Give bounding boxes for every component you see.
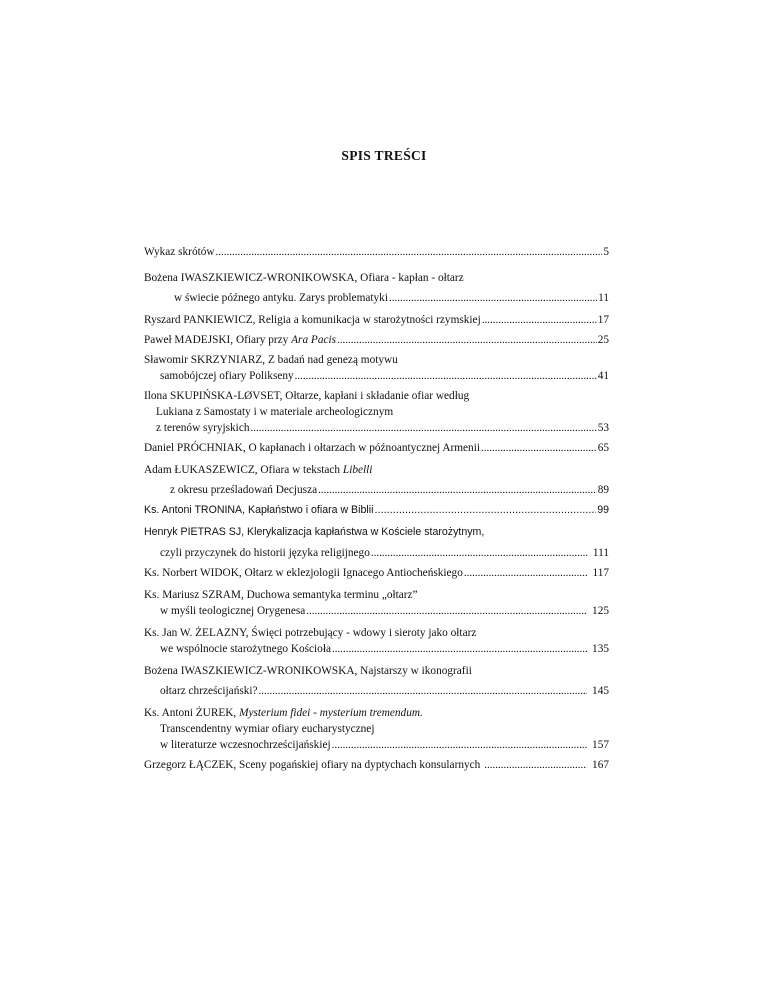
toc-entry-text: Ks. Antoni ŻUREK, xyxy=(144,707,240,719)
toc-entry-text: w literaturze wczesnochrześcijańskiej xyxy=(160,739,331,751)
toc-entry-text: Ks. Mariusz SZRAM, Duchowa semantyka terminu „ołtarz” xyxy=(144,589,418,601)
toc-entry xyxy=(144,440,609,456)
toc-entry-text: Ryszard PANKIEWICZ, Religia a komunikacja w starożytności rzymskiej xyxy=(144,314,481,326)
toc-entry-text: Adam ŁUKASZEWICZ, Ofiara w tekstach xyxy=(144,464,343,476)
leader-dots xyxy=(484,757,587,773)
leader-dots xyxy=(295,368,597,384)
toc-entry xyxy=(144,352,609,384)
toc-page-number: 89 xyxy=(597,484,609,496)
toc-entry-text: we wspólnocie starożytnego Kościoła xyxy=(160,643,331,655)
leader-dots xyxy=(464,565,588,581)
toc-entry xyxy=(144,270,609,306)
toc-entry xyxy=(144,625,609,657)
toc-entry-text: Transcendentny wymiar ofiary eucharystycznej xyxy=(160,723,375,735)
toc-entry-text: Bożena IWASZKIEWICZ-WRONIKOWSKA, Ofiara - kapłan - ołtarz xyxy=(144,272,464,284)
leader-dots xyxy=(337,332,597,348)
page-title: SPIS TREŚCI xyxy=(341,148,427,163)
toc-entry xyxy=(144,587,609,619)
toc-entry-text: Ks. Norbert WIDOK, Ołtarz w eklezjologii Ignacego Antiocheńskiego xyxy=(144,567,463,579)
toc-entry-text: Henryk PIETRAS SJ, Klerykalizacja kapłaństwa w Kościele starożytnym, xyxy=(144,526,485,538)
leader-dots xyxy=(259,683,588,699)
toc-page-number: 125 xyxy=(592,605,609,617)
toc-entry xyxy=(144,663,609,699)
toc-entry-text: Ks. Antoni TRONINA, Kapłaństwo i ofiara w Biblii xyxy=(144,504,374,516)
toc-page-number: 41 xyxy=(597,370,609,382)
toc-entry-text: czyli przyczynek do historii języka religijnego xyxy=(160,547,370,559)
toc-entry-text: Paweł MADEJSKI, Ofiary przy xyxy=(144,334,292,346)
toc-entry-text: w myśli teologicznej Orygenesa xyxy=(160,605,306,617)
toc-page-number: 99 xyxy=(597,504,609,516)
toc-page-number: 167 xyxy=(592,759,609,771)
toc-entry-text: Sławomir SKRZYNIARZ, Z badań nad genezą motywu xyxy=(144,354,398,366)
toc-page-number: 135 xyxy=(592,643,609,655)
leader-dots xyxy=(306,603,587,619)
toc-page-number: 117 xyxy=(592,567,609,579)
leader-dots xyxy=(389,290,597,306)
toc-entry-text: Ilona SKUPIŃSKA-LØVSET, Ołtarze, kapłani i składanie ofiar według xyxy=(144,390,470,402)
leader-dots xyxy=(374,502,596,518)
toc-page-number: 145 xyxy=(592,685,609,697)
toc-entry-text: z terenów syryjskich xyxy=(156,422,250,434)
toc-page-number: 11 xyxy=(598,292,609,304)
leader-dots xyxy=(482,312,597,328)
toc-entry-text: Bożena IWASZKIEWICZ-WRONIKOWSKA, Najstarszy w ikonografii xyxy=(144,665,472,677)
toc-page-number: 65 xyxy=(597,442,609,454)
toc-entry-text: ołtarz chrześcijański? xyxy=(160,685,258,697)
toc-entry xyxy=(144,244,609,260)
toc-entry xyxy=(144,332,609,348)
toc-page-number: 53 xyxy=(597,422,609,434)
toc-page-number: 111 xyxy=(592,547,609,559)
toc-entry-italic: Ara Pacis xyxy=(291,334,337,346)
toc-page-number: 25 xyxy=(597,334,609,346)
toc-page-number: 5 xyxy=(603,246,609,258)
toc-entry-italic: Mysterium fidei - mysterium tremendum. xyxy=(239,707,423,719)
leader-dots xyxy=(371,545,588,561)
toc-entry xyxy=(144,462,609,498)
leader-dots xyxy=(481,440,597,456)
leader-dots xyxy=(332,641,587,657)
leader-dots xyxy=(216,244,603,260)
toc-entry-text: z okresu prześladowań Decjusza xyxy=(170,484,318,496)
toc-entry xyxy=(144,757,609,773)
toc-entry-text: Daniel PRÓCHNIAK, O kapłanach i ołtarzach w późnoantycznej Armenii xyxy=(144,442,480,454)
toc-entry xyxy=(144,388,609,436)
leader-dots xyxy=(251,420,597,436)
toc-page-number: 157 xyxy=(592,739,609,751)
toc-entry-text: Ks. Jan W. ŻELAZNY, Święci potrzebujący - wdowy i sieroty jako ołtarz xyxy=(144,627,477,639)
toc-entry-text: Wykaz skrótów xyxy=(144,246,215,258)
toc-entry xyxy=(144,565,609,581)
leader-dots xyxy=(318,482,597,498)
toc-entry-italic: Libelli xyxy=(342,464,373,476)
toc-entry xyxy=(144,312,609,328)
table-of-contents xyxy=(144,244,609,773)
toc-entry-text: w świecie późnego antyku. Zarys problematyki xyxy=(174,292,388,304)
toc-entry-text: Grzegorz ŁĄCZEK, Sceny pogańskiej ofiary na dyptychach konsularnych xyxy=(144,759,481,771)
toc-entry xyxy=(144,502,609,518)
leader-dots xyxy=(332,737,587,753)
toc-entry-text: samobójczej ofiary Polikseny xyxy=(160,370,294,382)
toc-page-number: 17 xyxy=(597,314,609,326)
toc-entry-text: Lukiana z Samostaty i w materiale archeologicznym xyxy=(156,406,394,418)
toc-entry xyxy=(144,524,609,561)
toc-entry xyxy=(144,705,609,753)
